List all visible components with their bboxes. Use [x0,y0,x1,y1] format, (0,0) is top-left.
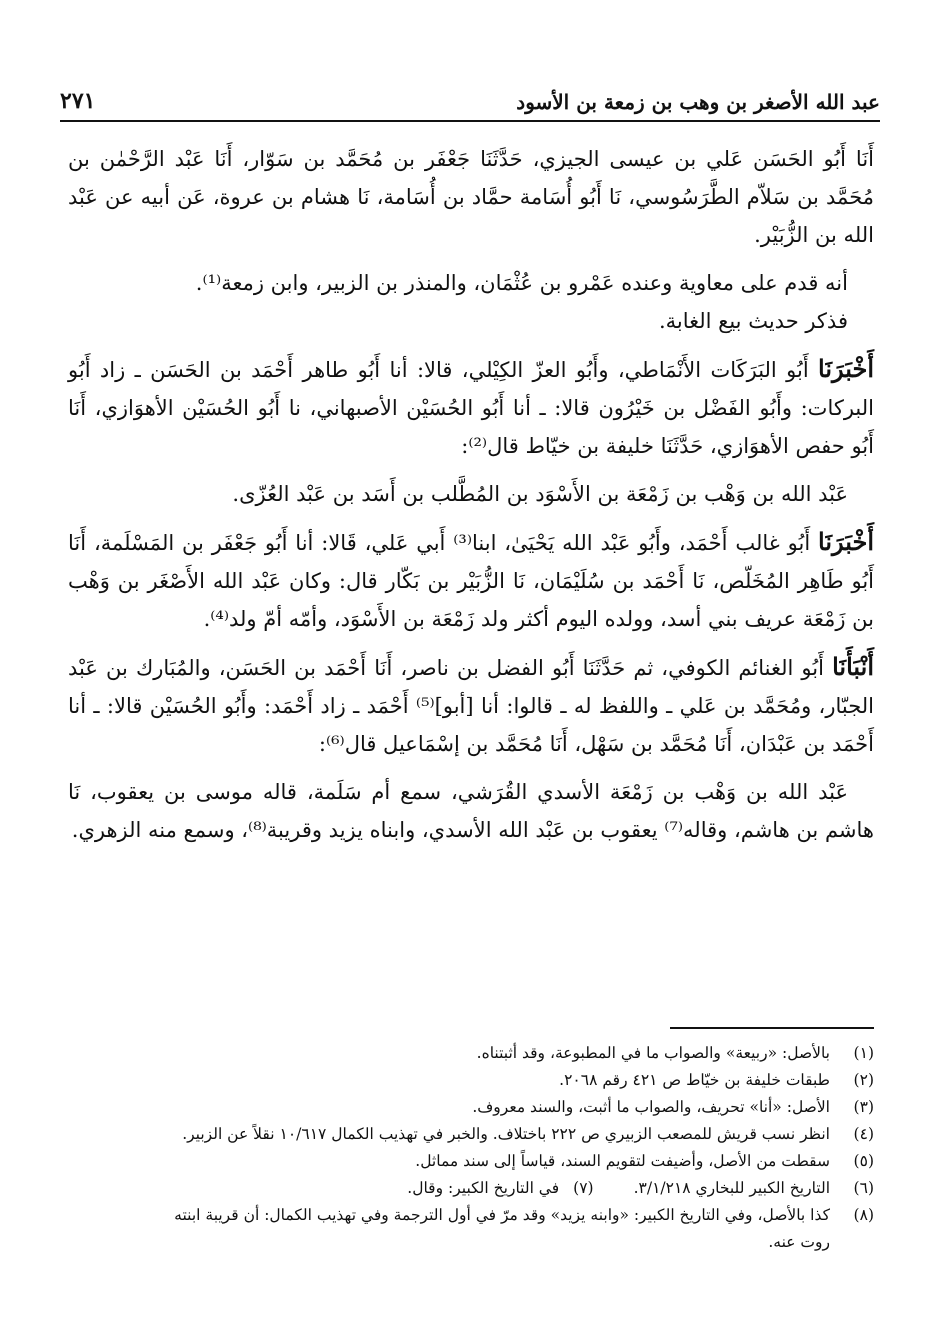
footnotes [64,1040,874,1256]
footnote-text: سقطت من الأصل، وأضيفت لتقويم السند، قياساً إلى سند مماثل. [415,1152,830,1170]
footnote-number: (٣) [853,1098,874,1116]
footnote-text: التاريخ الكبير للبخاري ٣/١/٢١٨. [633,1179,830,1197]
footnote-number: (٢) [853,1071,874,1089]
paragraph-text-2: فذكر حديث بيع الغابة. [658,309,848,333]
paragraph-isnad-1: أَنَا أَبُو الحَسَن عَلي بن عيسى الجيزي، حَدَّثَنَا جَعْفَر بن مُحَمَّد بن سَوّار، أَنَا عَبْد الرَّحْمٰن بن مُحَمَّد بن سَلاّم الطَّرَسُوسي، نَا أَبُو أُسَامة حمَّاد بن أُسَامة، نَا هشام بن عروة، عَن أبيه عن عَبْد الله بن الزُّبَيْر. [68,147,874,247]
footnote-number: (١) [853,1044,874,1062]
page-number: ٢٧١ [60,88,96,114]
paragraph-isnad-2-text: أَبُو البَرَكَات الأَنْمَاطي، وأَبُو العزّ الكِيْلي، قالا: أنا أَبُو طاهر أَحْمَد بن الحَسَن ـ زاد أَبُو البركات: وأَبُو الفَضْل بن خَيْرُون قالا: ـ أنا أَبُو الحُسَيْن الأصبهاني، نا أَبُو الحُسَيْن الأهوَازي، أَنَا أَبُو حفص الأهوَازي، حَدَّثَنَا خليفة بن خيّاط قال⁽²⁾: [68,358,874,458]
footnote-8 [64,1202,874,1229]
footnote-number: (٥) [853,1152,874,1170]
footnote-2 [64,1067,874,1094]
paragraph-isnad-4-text: أَبُو الغنائم الكوفي، ثم حَدَّثَنَا أَبُو الفضل بن ناصر، أَنَا أَحْمَد بن الحَسَن، والمُبَارك بن عَبْد الجبّار، ومُحَمَّد بن عَلي ـ واللفظ له ـ قالوا: أنا [أبو]⁽⁵⁾ أَحْمَد ـ زاد أَحْمَد: وأَبُو الحُسَيْن قالا: ـ أنا أَحْمَد بن عَبْدَان، أَنَا مُحَمَّد بن سَهْل، أَنَا مُحَمَّد بن إسْمَاعيل قال⁽⁶⁾: [68,656,875,756]
footnote-number: (٦) [853,1179,874,1197]
footnote-text: طبقات خليفة بن خيّاط ص ٤٢١ رقم ٢٠٦٨. [559,1071,830,1089]
footnote-number-inline: (٧) [573,1179,594,1197]
transmission-keyword: أَخْبَرَنَا [818,527,874,556]
footnote-text: بالأصل: «ربيعة» والصواب ما في المطبوعة، وقد أثبتناه. [476,1044,830,1062]
footnote-text-6-7 [64,1175,830,1202]
footnote-4 [64,1121,874,1148]
page-header [60,80,880,122]
paragraph-isnad-2 [68,350,874,465]
footnote-text: الأصل: «أنا» تحريف، والصواب ما أثبت، والسند معروف. [472,1098,830,1116]
footnote-separator [670,1027,874,1029]
running-title: عبد الله الأصغر بن وهب بن زمعة بن الأسود [516,90,880,114]
footnote-3 [64,1094,874,1121]
footnote-1 [64,1040,874,1067]
footnote-number: (٨) [853,1206,874,1224]
footnote-text: انظر نسب قريش للمصعب الزبيري ص ٢٢٢ باختلاف. والخبر في تهذيب الكمال ١٠/٦١٧ نقلاً عن الزبير. [182,1125,830,1143]
transmission-keyword: أَخْبَرَنَا [818,354,874,383]
paragraph-text-1: أنه قدم على معاوية وعنده عَمْرو بن عُثْمَان، والمنذر بن الزبير، وابن زمعة⁽¹⁾. [195,271,848,295]
footnote-text-inline: في التاريخ الكبير: وقال. [407,1179,560,1197]
transmission-keyword: أَنْبَأَنَا [832,652,874,681]
footnote-text: كذا بالأصل، وفي التاريخ الكبير: «وابنه يزيد» وقد مرّ في أول الترجمة وفي تهذيب الكمال: أن قريبة ابنته [174,1206,830,1224]
paragraph-isnad-4 [68,648,874,763]
main-text [68,140,874,849]
paragraph-isnad-3-text: أَبُو غالب أَحْمَد، وأَبُو عَبْد الله يَحْيَىٰ، ابنا⁽³⁾ أَبي عَلي، قَالا: أنا أَبُو جَعْفَر بن المَسْلَمة، أَنَا أَبُو طَاهِر المُخَلّص، نَا أَحْمَد بن سُلَيْمَان، نَا الزُّبَيْر بن بَكّار قال: وكان عَبْد الله الأَصْغَر بن وَهْب بن زَمْعَة عريف بني أسد، وولده اليوم أكثر ولد زَمْعَة بن الأَسْوَد، وأمّه أمّ ولد⁽⁴⁾. [68,531,874,631]
footnote-number: (٤) [853,1125,874,1143]
footnote-8-continuation: روت عنه. [768,1233,830,1251]
paragraph-text-3: عَبْد الله بن وَهْب بن زَمْعَة بن الأَسْوَد بن المُطَّلب بن أَسَد بن عَبْد العُزّى. [232,482,848,506]
footnote-5 [64,1148,874,1175]
footnote-6 [64,1175,874,1202]
paragraph-isnad-3 [68,523,874,638]
paragraph-text-4: عَبْد الله بن وَهْب بن زَمْعَة الأسدي القُرَشي، سمع أم سَلَمة، قاله موسى بن يعقوب، نَا هاشم بن هاشم، وقاله⁽⁷⁾ يعقوب بن عَبْد الله الأسدي، وابناه يزيد وقريبة⁽⁸⁾، وسمع منه الزهري. [68,780,874,842]
